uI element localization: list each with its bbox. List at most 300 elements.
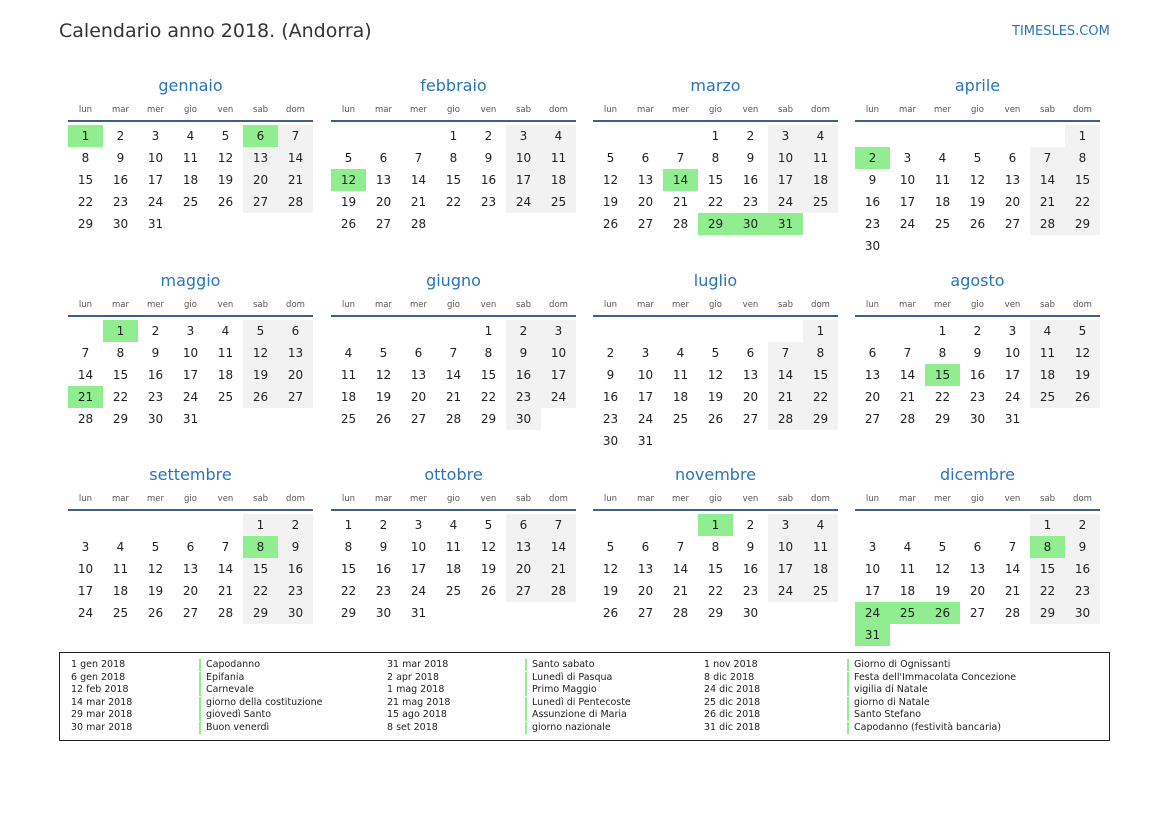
- day-cell: 25: [803, 580, 838, 602]
- day-cell: 28: [672, 217, 689, 231]
- day-cell: 1: [803, 320, 838, 342]
- day-cell: 7: [221, 540, 230, 554]
- legend-date: 24 dic 2018: [704, 684, 761, 695]
- weekday-header: ven: [217, 300, 234, 310]
- day-cell: 9: [606, 368, 615, 382]
- header-divider: [593, 120, 838, 122]
- day-cell: 15: [1030, 558, 1065, 580]
- day-cell: 21: [217, 584, 234, 598]
- weekday-header: ven: [217, 105, 234, 115]
- day-cell: 27: [637, 217, 654, 231]
- legend-date: 30 mar 2018: [71, 721, 133, 733]
- day-cell: 8: [1065, 147, 1100, 169]
- day-cell: 4: [221, 324, 230, 338]
- day-cell: 27: [969, 606, 986, 620]
- day-cell: 16: [742, 562, 759, 576]
- weekday-header: gio: [971, 300, 984, 310]
- day-cell: 26: [147, 606, 164, 620]
- day-cell: 25: [217, 390, 234, 404]
- day-cell: 26: [340, 217, 357, 231]
- day-cell: 8: [81, 151, 90, 165]
- day-cell: 17: [1004, 368, 1021, 382]
- day-cell: 12: [375, 368, 392, 382]
- day-cell: 27: [182, 606, 199, 620]
- day-cell: 16: [480, 173, 497, 187]
- day-cell: 6: [414, 346, 423, 360]
- day-cell: 23: [506, 386, 541, 408]
- day-cell: 7: [1008, 540, 1017, 554]
- day-cell: 17: [768, 558, 803, 580]
- day-cell: 9: [973, 346, 982, 360]
- day-cell: 22: [77, 195, 94, 209]
- day-cell: 21: [1030, 191, 1065, 213]
- day-cell: 8: [116, 346, 125, 360]
- weekday-header: gio: [709, 105, 722, 115]
- day-cell: 24: [77, 606, 94, 620]
- legend-date: 21 mag 2018: [387, 696, 451, 708]
- day-cell: 13: [506, 536, 541, 558]
- day-cell: 14: [899, 368, 916, 382]
- day-cell: 20: [1004, 195, 1021, 209]
- day-cell: 17: [899, 195, 916, 209]
- day-cell: 11: [803, 147, 838, 169]
- day-cell: 27: [243, 191, 278, 213]
- day-cell: 10: [899, 173, 916, 187]
- day-cell: 10: [182, 346, 199, 360]
- day-cell: 11: [541, 147, 576, 169]
- holiday-day-cell: 1: [103, 320, 138, 342]
- day-cell: 4: [1030, 320, 1065, 342]
- legend-holiday-name: Santo sabato: [525, 659, 595, 671]
- day-cell: 23: [742, 584, 759, 598]
- day-cell: 29: [803, 408, 838, 430]
- day-cell: 30: [742, 606, 759, 620]
- month-title: dicembre: [939, 465, 1016, 484]
- legend-holiday-name: Primo Maggio: [525, 684, 597, 696]
- day-cell: 8: [938, 346, 947, 360]
- header-divider: [855, 509, 1100, 511]
- day-cell: 25: [1030, 386, 1065, 408]
- day-cell: 6: [379, 151, 388, 165]
- day-cell: 14: [1030, 169, 1065, 191]
- day-cell: 24: [899, 217, 916, 231]
- day-cell: 23: [375, 584, 392, 598]
- day-cell: 2: [1065, 514, 1100, 536]
- day-cell: 3: [768, 514, 803, 536]
- day-cell: 9: [379, 540, 388, 554]
- legend-date: 8 set 2018: [387, 721, 438, 733]
- day-cell: 30: [864, 239, 881, 253]
- day-cell: 22: [707, 195, 724, 209]
- holiday-day-cell: 6: [243, 125, 278, 147]
- day-cell: 4: [116, 540, 125, 554]
- day-cell: 26: [602, 606, 619, 620]
- month-title: gennaio: [158, 76, 223, 95]
- holiday-day-cell: 2: [855, 147, 890, 169]
- day-cell: 6: [641, 151, 650, 165]
- day-cell: 20: [506, 558, 541, 580]
- day-cell: 11: [803, 536, 838, 558]
- day-cell: 15: [707, 173, 724, 187]
- day-cell: 15: [803, 364, 838, 386]
- month-title: marzo: [690, 76, 741, 95]
- legend-holiday-name: vigilia di Natale: [847, 684, 928, 696]
- day-cell: 8: [711, 540, 720, 554]
- day-cell: 7: [676, 540, 685, 554]
- day-cell: 4: [938, 151, 947, 165]
- day-cell: 14: [541, 536, 576, 558]
- weekday-header: dom: [811, 105, 830, 115]
- day-cell: 28: [768, 408, 803, 430]
- day-cell: 22: [480, 390, 497, 404]
- weekday-header: mer: [933, 105, 951, 115]
- weekday-header: dom: [549, 494, 568, 504]
- day-cell: 11: [112, 562, 129, 576]
- weekday-header: mar: [899, 105, 916, 115]
- day-cell: 12: [243, 342, 278, 364]
- day-cell: 12: [480, 540, 497, 554]
- weekday-header: mer: [933, 494, 951, 504]
- weekday-header: sab: [515, 494, 532, 504]
- day-cell: 23: [112, 195, 129, 209]
- weekday-header: mer: [409, 300, 427, 310]
- weekday-header: sab: [515, 300, 532, 310]
- weekday-header: mar: [899, 494, 916, 504]
- day-cell: 2: [379, 518, 388, 532]
- day-cell: 22: [707, 584, 724, 598]
- day-cell: 3: [81, 540, 90, 554]
- day-cell: 14: [1004, 562, 1021, 576]
- day-cell: 4: [186, 129, 195, 143]
- weekday-header: lun: [78, 300, 93, 310]
- weekday-header: mer: [671, 300, 689, 310]
- day-cell: 22: [934, 390, 951, 404]
- day-cell: 12: [707, 368, 724, 382]
- weekday-header: mar: [112, 494, 129, 504]
- day-cell: 22: [445, 195, 462, 209]
- day-cell: 29: [707, 606, 724, 620]
- day-cell: 10: [768, 536, 803, 558]
- day-cell: 3: [903, 151, 912, 165]
- day-cell: 28: [278, 191, 313, 213]
- header-divider: [68, 120, 313, 122]
- day-cell: 5: [243, 320, 278, 342]
- month-title: agosto: [950, 271, 1005, 290]
- day-cell: 11: [899, 562, 916, 576]
- day-cell: 7: [1030, 147, 1065, 169]
- day-cell: 30: [969, 412, 986, 426]
- legend-holiday-name: Capodanno: [199, 659, 260, 671]
- day-cell: 21: [410, 195, 427, 209]
- weekday-header: lun: [603, 494, 618, 504]
- weekday-header: mer: [146, 105, 164, 115]
- day-cell: 23: [864, 217, 881, 231]
- day-cell: 23: [1065, 580, 1100, 602]
- day-cell: 15: [480, 368, 497, 382]
- weekday-header: lun: [603, 105, 618, 115]
- day-cell: 2: [278, 514, 313, 536]
- day-cell: 29: [340, 606, 357, 620]
- day-cell: 27: [864, 412, 881, 426]
- day-cell: 4: [903, 540, 912, 554]
- legend-holiday-name: Capodanno (festività bancaria): [847, 722, 1001, 734]
- weekday-header: mar: [637, 105, 654, 115]
- day-cell: 3: [414, 518, 423, 532]
- day-cell: 13: [637, 173, 654, 187]
- weekday-header: gio: [709, 494, 722, 504]
- weekday-header: lun: [341, 300, 356, 310]
- day-cell: 2: [746, 129, 755, 143]
- weekday-header: sab: [1039, 494, 1056, 504]
- day-cell: 4: [541, 125, 576, 147]
- weekday-header: sab: [1039, 105, 1056, 115]
- day-cell: 17: [77, 584, 94, 598]
- weekday-header: dom: [286, 494, 305, 504]
- day-cell: 16: [602, 390, 619, 404]
- day-cell: 27: [375, 217, 392, 231]
- month-title: ottobre: [424, 465, 483, 484]
- day-cell: 11: [445, 540, 462, 554]
- weekday-header: mer: [409, 494, 427, 504]
- day-cell: 18: [182, 173, 199, 187]
- weekday-header: gio: [447, 300, 460, 310]
- day-cell: 19: [480, 562, 497, 576]
- day-cell: 30: [112, 217, 129, 231]
- day-cell: 24: [1004, 390, 1021, 404]
- day-cell: 7: [278, 125, 313, 147]
- weekday-header: lun: [78, 494, 93, 504]
- weekday-header: sab: [777, 300, 794, 310]
- day-cell: 24: [541, 386, 576, 408]
- day-cell: 22: [1030, 580, 1065, 602]
- day-cell: 25: [803, 191, 838, 213]
- weekday-header: dom: [286, 105, 305, 115]
- day-cell: 18: [340, 390, 357, 404]
- day-cell: 25: [541, 191, 576, 213]
- day-cell: 9: [484, 151, 493, 165]
- legend-date: 29 mar 2018: [71, 709, 133, 720]
- day-cell: 25: [182, 195, 199, 209]
- day-cell: 29: [1030, 602, 1065, 624]
- brand-link[interactable]: TIMESLES.COM: [1012, 24, 1110, 39]
- weekday-header: dom: [549, 105, 568, 115]
- day-cell: 5: [344, 151, 353, 165]
- day-cell: 15: [340, 562, 357, 576]
- day-cell: 21: [445, 390, 462, 404]
- day-cell: 7: [768, 342, 803, 364]
- day-cell: 29: [112, 412, 129, 426]
- legend-date: 1 gen 2018: [71, 659, 126, 670]
- day-cell: 19: [602, 195, 619, 209]
- day-cell: 13: [969, 562, 986, 576]
- day-cell: 9: [1065, 536, 1100, 558]
- weekday-header: mer: [671, 105, 689, 115]
- holiday-day-cell: 25: [890, 602, 925, 624]
- legend-holiday-name: Buon venerdì: [199, 722, 269, 734]
- day-cell: 23: [602, 412, 619, 426]
- header-divider: [593, 315, 838, 317]
- day-cell: 9: [151, 346, 160, 360]
- day-cell: 9: [868, 173, 877, 187]
- day-cell: 17: [506, 169, 541, 191]
- day-cell: 26: [602, 217, 619, 231]
- day-cell: 23: [969, 390, 986, 404]
- day-cell: 18: [934, 195, 951, 209]
- day-cell: 5: [606, 540, 615, 554]
- month-title: aprile: [954, 76, 1001, 95]
- day-cell: 3: [186, 324, 195, 338]
- day-cell: 29: [480, 412, 497, 426]
- day-cell: 12: [969, 173, 986, 187]
- weekday-header: gio: [709, 300, 722, 310]
- day-cell: 21: [768, 386, 803, 408]
- day-cell: 16: [506, 364, 541, 386]
- holiday-day-cell: 15: [925, 364, 960, 386]
- day-cell: 17: [864, 584, 881, 598]
- day-cell: 20: [243, 169, 278, 191]
- day-cell: 12: [147, 562, 164, 576]
- holiday-day-cell: 1: [698, 514, 733, 536]
- legend-date: 14 mar 2018: [71, 696, 133, 708]
- day-cell: 14: [768, 364, 803, 386]
- day-cell: 2: [606, 346, 615, 360]
- legend-date: 26 dic 2018: [704, 709, 761, 720]
- day-cell: 9: [746, 540, 755, 554]
- day-cell: 18: [112, 584, 129, 598]
- day-cell: 21: [541, 558, 576, 580]
- day-cell: 16: [969, 368, 986, 382]
- day-cell: 25: [112, 606, 129, 620]
- weekday-header: ven: [480, 494, 497, 504]
- holiday-legend: [59, 652, 1110, 741]
- holiday-day-cell: 8: [1030, 536, 1065, 558]
- day-cell: 3: [506, 125, 541, 147]
- day-cell: 20: [375, 195, 392, 209]
- day-cell: 18: [803, 169, 838, 191]
- page-title: Calendario anno 2018. (Andorra): [59, 20, 372, 42]
- day-cell: 30: [602, 434, 619, 448]
- day-cell: 28: [77, 412, 94, 426]
- day-cell: 14: [672, 562, 689, 576]
- day-cell: 19: [934, 584, 951, 598]
- month-title: febbraio: [420, 76, 487, 95]
- day-cell: 15: [77, 173, 94, 187]
- day-cell: 19: [217, 173, 234, 187]
- day-cell: 10: [864, 562, 881, 576]
- header-divider: [331, 509, 576, 511]
- day-cell: 19: [1065, 364, 1100, 386]
- weekday-header: mer: [409, 105, 427, 115]
- day-cell: 19: [375, 390, 392, 404]
- day-cell: 24: [768, 580, 803, 602]
- day-cell: 8: [344, 540, 353, 554]
- day-cell: 12: [602, 173, 619, 187]
- day-cell: 27: [410, 412, 427, 426]
- day-cell: 2: [116, 129, 125, 143]
- day-cell: 28: [672, 606, 689, 620]
- day-cell: 6: [186, 540, 195, 554]
- day-cell: 10: [637, 368, 654, 382]
- day-cell: 28: [445, 412, 462, 426]
- legend-date: 15 ago 2018: [387, 709, 447, 720]
- weekday-header: gio: [184, 300, 197, 310]
- day-cell: 1: [1065, 125, 1100, 147]
- day-cell: 1: [449, 129, 458, 143]
- day-cell: 1: [344, 518, 353, 532]
- day-cell: 14: [217, 562, 234, 576]
- weekday-header: mar: [637, 494, 654, 504]
- day-cell: 28: [899, 412, 916, 426]
- day-cell: 7: [414, 151, 423, 165]
- day-cell: 6: [746, 346, 755, 360]
- day-cell: 9: [746, 151, 755, 165]
- weekday-header: gio: [971, 105, 984, 115]
- day-cell: 8: [484, 346, 493, 360]
- day-cell: 29: [1065, 213, 1100, 235]
- day-cell: 30: [278, 602, 313, 624]
- day-cell: 8: [449, 151, 458, 165]
- weekday-header: ven: [1004, 494, 1021, 504]
- day-cell: 28: [217, 606, 234, 620]
- day-cell: 13: [637, 562, 654, 576]
- weekday-header: lun: [865, 105, 880, 115]
- day-cell: 20: [637, 195, 654, 209]
- weekday-header: gio: [447, 105, 460, 115]
- day-cell: 24: [182, 390, 199, 404]
- day-cell: 13: [1004, 173, 1021, 187]
- day-cell: 11: [672, 368, 689, 382]
- legend-date: 31 mar 2018: [387, 659, 449, 670]
- day-cell: 17: [147, 173, 164, 187]
- day-cell: 25: [672, 412, 689, 426]
- weekday-header: sab: [1039, 300, 1056, 310]
- legend-holiday-name: Santo Stefano: [847, 709, 921, 721]
- day-cell: 13: [864, 368, 881, 382]
- day-cell: 7: [676, 151, 685, 165]
- weekday-header: ven: [1004, 300, 1021, 310]
- legend-holiday-name: Lunedì di Pentecoste: [525, 697, 631, 709]
- day-cell: 14: [445, 368, 462, 382]
- day-cell: 17: [541, 364, 576, 386]
- day-cell: 28: [1004, 606, 1021, 620]
- day-cell: 31: [1004, 412, 1021, 426]
- day-cell: 18: [1030, 364, 1065, 386]
- weekday-header: gio: [184, 105, 197, 115]
- legend-date: 6 gen 2018: [71, 671, 126, 683]
- weekday-header: mar: [899, 300, 916, 310]
- weekday-header: mer: [671, 494, 689, 504]
- day-cell: 7: [449, 346, 458, 360]
- day-cell: 26: [707, 412, 724, 426]
- day-cell: 9: [278, 536, 313, 558]
- weekday-header: ven: [742, 300, 759, 310]
- day-cell: 5: [151, 540, 160, 554]
- weekday-header: dom: [1073, 300, 1092, 310]
- weekday-header: dom: [1073, 494, 1092, 504]
- holiday-day-cell: 31: [855, 624, 890, 646]
- day-cell: 27: [506, 580, 541, 602]
- weekday-header: sab: [515, 105, 532, 115]
- weekday-header: mar: [375, 494, 392, 504]
- day-cell: 18: [803, 558, 838, 580]
- day-cell: 17: [182, 368, 199, 382]
- day-cell: 21: [672, 195, 689, 209]
- day-cell: 13: [182, 562, 199, 576]
- day-cell: 24: [410, 584, 427, 598]
- weekday-header: mar: [637, 300, 654, 310]
- weekday-header: mar: [112, 105, 129, 115]
- day-cell: 25: [340, 412, 357, 426]
